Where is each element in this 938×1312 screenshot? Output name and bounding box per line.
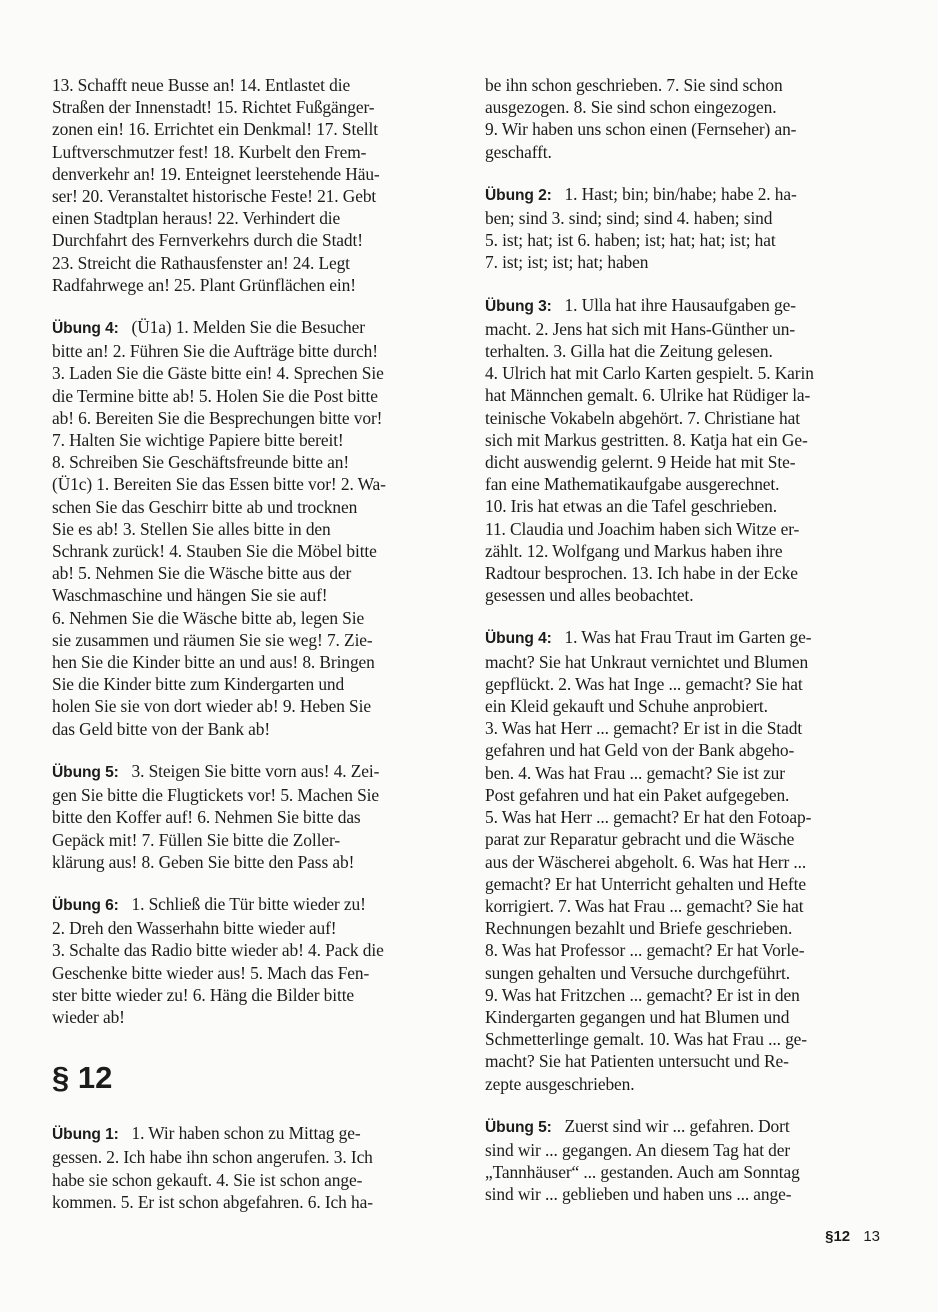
text-line	[485, 429, 885, 451]
text-line	[485, 495, 885, 517]
line-text: sungen gehalten und Versuche durchgeführt.	[485, 962, 791, 983]
text-line	[52, 673, 460, 695]
text-line	[52, 1169, 460, 1191]
left-blocks-after	[52, 1122, 460, 1213]
text-line	[52, 939, 460, 961]
line-text: geschafft.	[485, 141, 552, 162]
line-text: Sie es ab! 3. Stellen Sie alles bitte in den	[52, 518, 331, 539]
text-line	[485, 1183, 885, 1205]
exercise-block	[52, 760, 460, 873]
line-text: dicht auswendig gelernt. 9 Heide hat mit Ste-	[485, 452, 796, 473]
text-line	[52, 651, 460, 673]
text-line	[485, 473, 885, 495]
line-text: Rechnungen bezahlt und Briefe geschrieben.	[485, 918, 793, 939]
line-text: die Termine bitte ab! 5. Holen Sie die Post bitte	[52, 385, 378, 406]
line-text: hen Sie die Kinder bitte an und aus! 8. Bringen	[52, 652, 375, 673]
text-line	[485, 1161, 885, 1183]
line-text: ab! 6. Bereiten Sie die Besprechungen bitte vor!	[52, 407, 383, 428]
page-footer	[825, 1228, 880, 1245]
right-blocks	[485, 74, 885, 1206]
text-line	[52, 473, 460, 495]
line-text: Zuerst sind wir ... gefahren. Dort	[564, 1115, 790, 1136]
text-line	[52, 229, 460, 251]
text-line	[485, 141, 885, 163]
text-line	[52, 917, 460, 939]
line-text: bitte an! 2. Führen Sie die Aufträge bitte durch!	[52, 341, 378, 362]
section-heading: § 12	[52, 1060, 113, 1096]
text-line	[52, 496, 460, 518]
text-line	[485, 1073, 885, 1095]
line-text: 13. Schafft neue Busse an! 14. Entlastet die	[52, 75, 351, 95]
line-text: 7. ist; ist; ist; hat; haben	[485, 252, 649, 273]
line-text: ster bitte wieder zu! 6. Häng die Bilder bitte	[52, 984, 355, 1005]
text-line	[52, 695, 460, 717]
exercise-label: Übung 4:	[485, 630, 552, 648]
line-text: macht. 2. Jens hat sich mit Hans-Günther un-	[485, 318, 796, 339]
line-text: ben; sind 3. sind; sind; sind 4. haben; sind	[485, 208, 773, 229]
line-text: Gepäck mit! 7. Füllen Sie bitte die Zoller-	[52, 829, 341, 850]
line-text: macht? Sie hat Patienten untersucht und Re-	[485, 1051, 789, 1072]
left-blocks-before	[52, 74, 460, 1028]
line-text: 5. Was hat Herr ... gemacht? Er hat den Fotoap-	[485, 807, 812, 828]
line-text: zepte ausgeschrieben.	[485, 1073, 635, 1094]
line-text: bitte den Koffer auf! 6. Nehmen Sie bitte das	[52, 807, 361, 828]
line-text: sie zusammen und räumen Sie sie weg! 7. Zie-	[52, 629, 373, 650]
line-text: 8. Was hat Professor ... gemacht? Er hat Vorle-	[485, 940, 805, 961]
text-line	[485, 673, 885, 695]
line-text: Durchfahrt des Fernverkehrs durch die Stadt!	[52, 230, 363, 251]
line-text: schen Sie das Geschirr bitte ab und trocknen	[52, 496, 358, 517]
text-line	[485, 407, 885, 429]
text-line	[485, 74, 885, 96]
text-line	[52, 118, 460, 140]
text-line	[485, 962, 885, 984]
text-line	[485, 96, 885, 118]
text-line	[485, 762, 885, 784]
line-text: gepflückt. 2. Was hat Inge ... gemacht? Sie hat	[485, 673, 803, 694]
exercise-label: Übung 3:	[485, 297, 552, 315]
text-line	[485, 1028, 885, 1050]
text-line	[485, 739, 885, 761]
exercise-block	[485, 1115, 885, 1206]
line-text: habe sie schon gekauft. 4. Sie ist schon ange-	[52, 1169, 363, 1190]
line-text: 10. Iris hat etwas an die Tafel geschrieben.	[485, 496, 778, 517]
left-column	[52, 74, 460, 1233]
text-line	[52, 185, 460, 207]
text-line	[52, 429, 460, 451]
line-text: kommen. 5. Er ist schon abgefahren. 6. Ich ha-	[52, 1191, 373, 1212]
text-line	[52, 385, 460, 407]
line-text: 3. Was hat Herr ... gemacht? Er ist in die Stadt	[485, 718, 803, 739]
line-text: 6. Nehmen Sie die Wäsche bitte ab, legen Sie	[52, 607, 365, 628]
line-text: ein Kleid gekauft und Schuhe anprobiert.	[485, 696, 768, 717]
text-line	[52, 540, 460, 562]
line-text: gesessen und alles beobachtet.	[485, 585, 694, 606]
line-text: denverkehr an! 19. Enteignet leerstehende Häu-	[52, 163, 380, 184]
text-line	[485, 540, 885, 562]
exercise-block	[52, 1122, 460, 1213]
text-line	[485, 828, 885, 850]
text-line	[485, 318, 885, 340]
line-text: teinische Vokabeln abgehört. 7. Christiane hat	[485, 407, 800, 428]
text-line	[485, 384, 885, 406]
line-text: korrigiert. 7. Was hat Frau ... gemacht? Sie hat	[485, 895, 804, 916]
text-line	[485, 207, 885, 229]
exercise-block	[485, 74, 885, 163]
line-text: 1. Wir haben schon zu Mittag ge-	[131, 1123, 361, 1144]
text-line	[485, 806, 885, 828]
text-line	[485, 294, 885, 318]
text-line	[52, 340, 460, 362]
line-text: 1. Hast; bin; bin/habe; habe 2. ha-	[564, 183, 797, 204]
text-line	[485, 1006, 885, 1028]
line-text: ser! 20. Veranstaltet historische Feste! 21. Gebt	[52, 186, 377, 207]
exercise-label: Übung 6:	[52, 896, 119, 914]
right-column	[485, 74, 885, 1226]
line-text: 9. Wir haben uns schon einen (Fernseher) an-	[485, 119, 797, 140]
text-line	[52, 362, 460, 384]
line-text: zählt. 12. Wolfgang und Markus haben ihre	[485, 540, 783, 561]
text-line	[52, 829, 460, 851]
text-line	[52, 629, 460, 651]
text-line	[52, 274, 460, 296]
line-text: 11. Claudia und Joachim haben sich Witze er-	[485, 518, 800, 539]
line-text: 8. Schreiben Sie Geschäftsfreunde bitte an!	[52, 452, 350, 473]
text-line	[52, 163, 460, 185]
text-line	[52, 718, 460, 740]
line-text: Schmetterlinge gemalt. 10. Was hat Frau ... ge-	[485, 1029, 807, 1050]
text-line	[485, 1139, 885, 1161]
line-text: 9. Was hat Fritzchen ... gemacht? Er ist in den	[485, 984, 800, 1005]
line-text: 1. Was hat Frau Traut im Garten ge-	[564, 627, 812, 648]
text-line	[485, 362, 885, 384]
text-line	[485, 651, 885, 673]
line-text: einen Stadtplan heraus! 22. Verhindert die	[52, 208, 341, 229]
text-line	[52, 207, 460, 229]
line-text: 3. Laden Sie die Gäste bitte ein! 4. Sprechen Sie	[52, 363, 384, 384]
text-line	[52, 784, 460, 806]
text-line	[485, 939, 885, 961]
line-text: das Geld bitte von der Bank ab!	[52, 718, 271, 739]
exercise-block	[485, 626, 885, 1094]
line-text: Kindergarten gegangen und hat Blumen und	[485, 1006, 790, 1027]
line-text: klärung aus! 8. Geben Sie bitte den Pass ab!	[52, 851, 355, 872]
line-text: (Ü1c) 1. Bereiten Sie das Essen bitte vor! 2. Wa-	[52, 474, 386, 495]
line-text: 3. Schalte das Radio bitte wieder ab! 4. Pack die	[52, 940, 384, 961]
line-text: gessen. 2. Ich habe ihn schon angerufen. 3. Ich	[52, 1147, 373, 1168]
exercise-label: Übung 5:	[485, 1118, 552, 1136]
line-text: Straßen der Innenstadt! 15. Richtet Fußgänger-	[52, 97, 375, 118]
line-text: be ihn schon geschrieben. 7. Sie sind schon	[485, 75, 783, 95]
text-line	[485, 451, 885, 473]
page-number: 13	[863, 1228, 880, 1245]
text-line	[485, 251, 885, 273]
line-text: gen Sie bitte die Flugtickets vor! 5. Machen Sie	[52, 785, 380, 806]
text-line	[52, 74, 460, 96]
line-text: aus der Wäscherei abgeholt. 6. Was hat Herr ...	[485, 851, 807, 872]
line-text: 3. Steigen Sie bitte vorn aus! 4. Zei-	[131, 760, 380, 781]
text-line	[52, 607, 460, 629]
line-text: 7. Halten Sie wichtige Papiere bitte bereit!	[52, 430, 344, 451]
text-line	[52, 1146, 460, 1168]
text-line	[52, 252, 460, 274]
line-text: Schrank zurück! 4. Stauben Sie die Möbel bitte	[52, 541, 377, 562]
text-line	[485, 984, 885, 1006]
line-text: parat zur Reparatur gebracht und die Wäsche	[485, 829, 795, 850]
text-line	[52, 806, 460, 828]
text-line	[485, 518, 885, 540]
line-text: holen Sie sie von dort wieder ab! 9. Heben Sie	[52, 696, 371, 717]
text-line	[52, 1122, 460, 1146]
line-text: macht? Sie hat Unkraut vernichtet und Blumen	[485, 651, 809, 672]
exercise-label: Übung 1:	[52, 1126, 119, 1144]
text-line	[52, 96, 460, 118]
text-line	[52, 141, 460, 163]
text-line	[52, 1006, 460, 1028]
text-line	[485, 229, 885, 251]
text-line	[485, 717, 885, 739]
line-text: Luftverschmutzer fest! 18. Kurbelt den Frem-	[52, 141, 367, 162]
text-line	[52, 518, 460, 540]
text-line	[52, 407, 460, 429]
text-line	[485, 784, 885, 806]
line-text: terhalten. 3. Gilla hat die Zeitung gelesen.	[485, 341, 773, 362]
line-text: Waschmaschine und hängen Sie sie auf!	[52, 585, 328, 606]
text-line	[52, 760, 460, 784]
text-line	[52, 851, 460, 873]
text-line	[485, 695, 885, 717]
exercise-block	[52, 316, 460, 740]
line-text: hat Männchen gemalt. 6. Ulrike hat Rüdiger la-	[485, 385, 811, 406]
line-text: „Tannhäuser“ ... gestanden. Auch am Sonntag	[485, 1162, 800, 1183]
text-line	[52, 451, 460, 473]
text-line	[485, 340, 885, 362]
text-line	[485, 584, 885, 606]
line-text: wieder ab!	[52, 1006, 125, 1027]
text-line	[485, 562, 885, 584]
exercise-block	[485, 183, 885, 274]
text-line	[52, 316, 460, 340]
exercise-label: Übung 5:	[52, 763, 119, 781]
line-text: zonen ein! 16. Errichtet ein Denkmal! 17. Stellt	[52, 119, 379, 140]
text-line	[485, 118, 885, 140]
line-text: Radtour besprochen. 13. Ich habe in der Ecke	[485, 563, 798, 584]
text-line	[52, 562, 460, 584]
line-text: fan eine Mathematikaufgabe ausgerechnet.	[485, 474, 780, 495]
footer-section: §12	[825, 1228, 851, 1245]
text-line	[485, 895, 885, 917]
line-text: 2. Dreh den Wasserhahn bitte wieder auf!	[52, 918, 337, 939]
text-line	[52, 1191, 460, 1213]
line-text: ausgezogen. 8. Sie sind schon eingezogen.	[485, 97, 777, 118]
line-text: Geschenke bitte wieder aus! 5. Mach das Fen-	[52, 962, 370, 983]
text-line	[485, 851, 885, 873]
text-line	[52, 584, 460, 606]
text-line	[52, 893, 460, 917]
line-text: 23. Streicht die Rathausfenster an! 24. Legt	[52, 252, 350, 273]
exercise-block	[485, 294, 885, 607]
text-line	[485, 917, 885, 939]
line-text: gemacht? Er hat Unterricht gehalten und Hefte	[485, 873, 806, 894]
exercise-label: Übung 2:	[485, 186, 552, 204]
line-text: 1. Schließ die Tür bitte wieder zu!	[131, 893, 366, 914]
line-text: ab! 5. Nehmen Sie die Wäsche bitte aus der	[52, 563, 352, 584]
exercise-block	[52, 74, 460, 296]
text-line	[485, 626, 885, 650]
line-text: 1. Ulla hat ihre Hausaufgaben ge-	[564, 294, 796, 315]
exercise-block	[52, 893, 460, 1028]
text-line	[485, 183, 885, 207]
line-text: ben. 4. Was hat Frau ... gemacht? Sie ist zur	[485, 762, 785, 783]
text-line	[485, 1050, 885, 1072]
line-text: 5. ist; hat; ist 6. haben; ist; hat; hat; ist; hat	[485, 230, 776, 251]
line-text: sind wir ... geblieben und haben uns ... ange-	[485, 1184, 792, 1205]
text-line	[52, 962, 460, 984]
line-text: Post gefahren und hat ein Paket aufgegeben.	[485, 784, 790, 805]
line-text: sich mit Markus gestritten. 8. Katja hat ein Ge-	[485, 429, 808, 450]
line-text: 4. Ulrich hat mit Carlo Karten gespielt. 5. Karin	[485, 363, 814, 384]
line-text: gefahren und hat Geld von der Bank abgeho-	[485, 740, 795, 761]
line-text: (Ü1a) 1. Melden Sie die Besucher	[131, 317, 365, 338]
text-line	[485, 1115, 885, 1139]
line-text: sind wir ... gegangen. An diesem Tag hat der	[485, 1139, 791, 1160]
exercise-label: Übung 4:	[52, 320, 119, 338]
text-line	[485, 873, 885, 895]
line-text: Sie die Kinder bitte zum Kindergarten und	[52, 674, 345, 695]
text-line	[52, 984, 460, 1006]
line-text: Radfahrwege an! 25. Plant Grünflächen ein!	[52, 274, 356, 295]
